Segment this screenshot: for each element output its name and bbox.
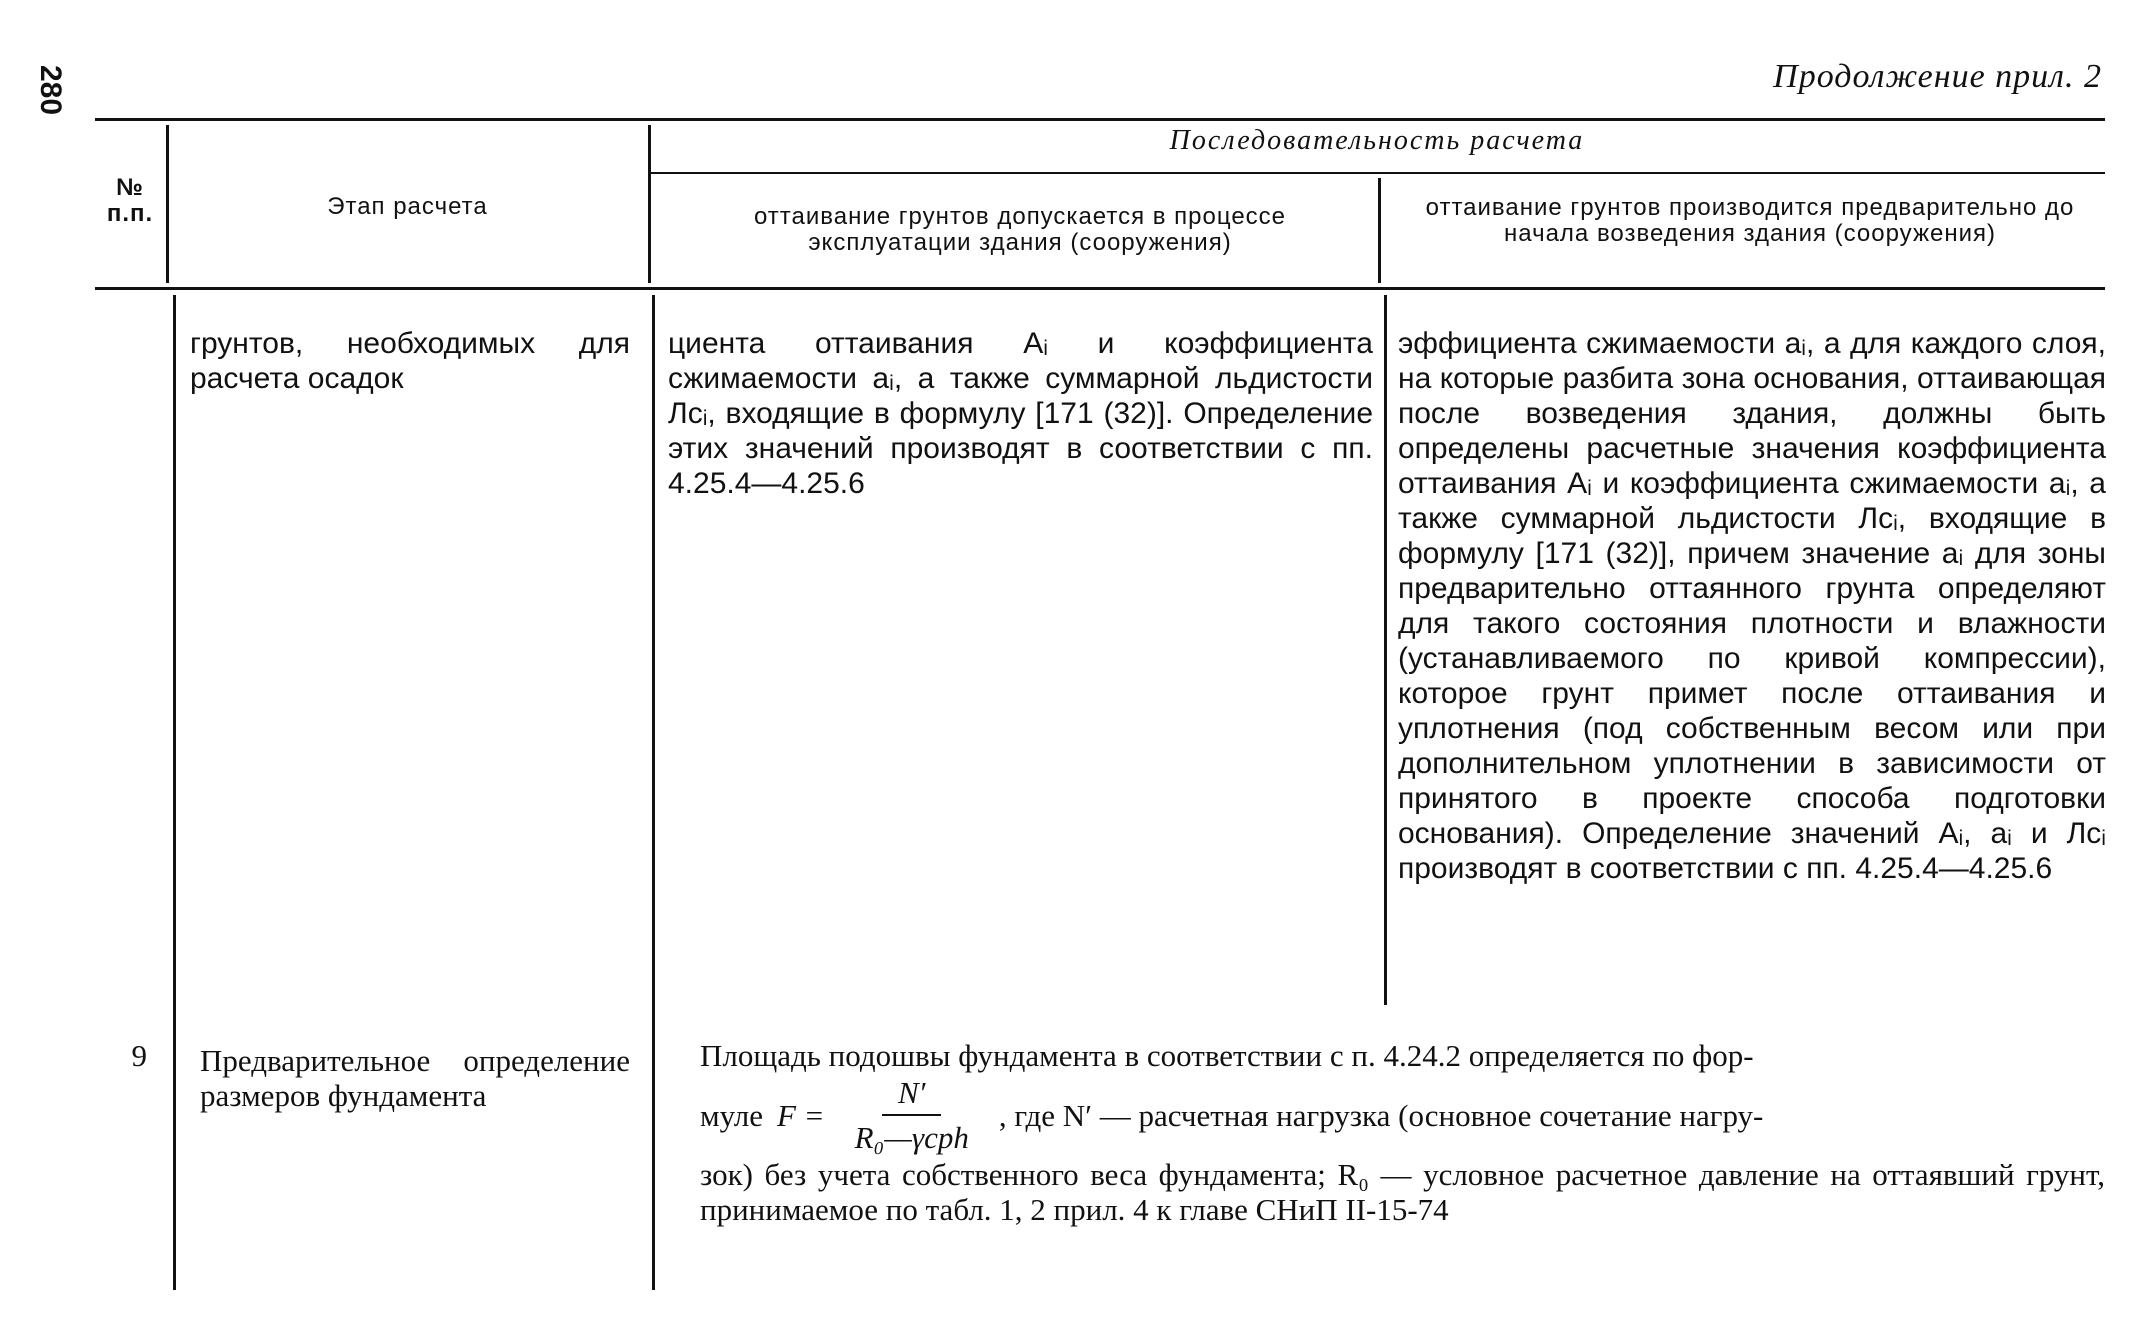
formula-prefix: муле (700, 1097, 763, 1133)
header-sequence: Последовательность расчета (1169, 125, 1585, 156)
formula-fraction (839, 1075, 985, 1155)
formula-suffix: , где N′ — расчетная нагрузка (основное сочетание нагру- (998, 1097, 1764, 1133)
formula-lhs: F = (776, 1097, 825, 1133)
running-head: Продолжение прил. 2 (1773, 58, 2102, 95)
header-stage: Этап расчета (327, 193, 488, 220)
body-divider-2 (652, 295, 655, 1290)
table-top-rule (95, 118, 2105, 121)
header-num: № п.п. (106, 174, 154, 227)
body-divider-3 (1384, 295, 1387, 1005)
body-divider-1 (173, 295, 176, 1290)
header-col-b: оттаивание грунтов производится предварительно до начала возведения здания (сооружения) (1425, 194, 2075, 247)
row-9-number: 9 (131, 1038, 147, 1073)
page-number: 280 (34, 64, 67, 116)
header-bottom-rule (95, 287, 2105, 290)
row-continued-stage: грунтов, необходимых для расчета осадок (190, 327, 630, 395)
formula-numerator: N′ (882, 1075, 941, 1116)
header-divider-3 (1378, 178, 1381, 283)
row-9-stage: Предварительное определение размеров фундамента (200, 1043, 630, 1113)
row-9-formula-line (700, 1075, 2105, 1155)
row-9-merged-content (700, 1038, 2105, 1227)
sequence-subheader-rule (650, 172, 2105, 174)
formula-denominator: R₀—γcph (854, 1120, 969, 1155)
header-divider-1 (166, 125, 169, 283)
row-continued-col-b: эффициента сжимаемости aᵢ, а для каждого слоя, на которые разбита зона основания, оттаивающая после возведения здания, должны быть определены расчетные значения коэффициента оттаивания Aᵢ и коэффициента сжимаемости aᵢ, а также суммарной льдистости Лcᵢ, входящие в формулу [171 (32)], причем значение aᵢ для зоны предварительно оттаянного грунта определяют для такого состояния плотности и влажности (устанавливаемого по кривой компрессии), которое грунт примет после оттаивания и уплотнения (под собственным весом или при дополнительном уплотнении в зависимости от принятого в проекте способа подготовки основания). Определение значений Aᵢ, aᵢ и Лcᵢ производят в соответствии с пп. 4.25.4—4.25.6 (1398, 327, 2106, 885)
header-col-a: оттаивание грунтов допускается в процессе эксплуатации здания (сооружения) (753, 203, 1287, 256)
row-continued-col-a: циента оттаивания Aᵢ и коэффициента сжимаемости aᵢ, а также суммарной льдистости Лcᵢ, входящие в формулу [171 (32)]. Определение этих значений производят в соответствии с пп. 4.25.4—4.25.6 (668, 327, 1373, 500)
row-9-line-1: Площадь подошвы фундамента в соответствии с п. 4.24.2 определяется по фор- (700, 1038, 1754, 1073)
row-9-rest: зок) без учета собственного веса фундамента; R₀ — условное расчетное давление на оттаявший грунт, принимаемое по табл. 1, 2 прил. 4 к главе СНиП II-15-74 (700, 1157, 2105, 1227)
header-divider-2 (648, 125, 651, 283)
